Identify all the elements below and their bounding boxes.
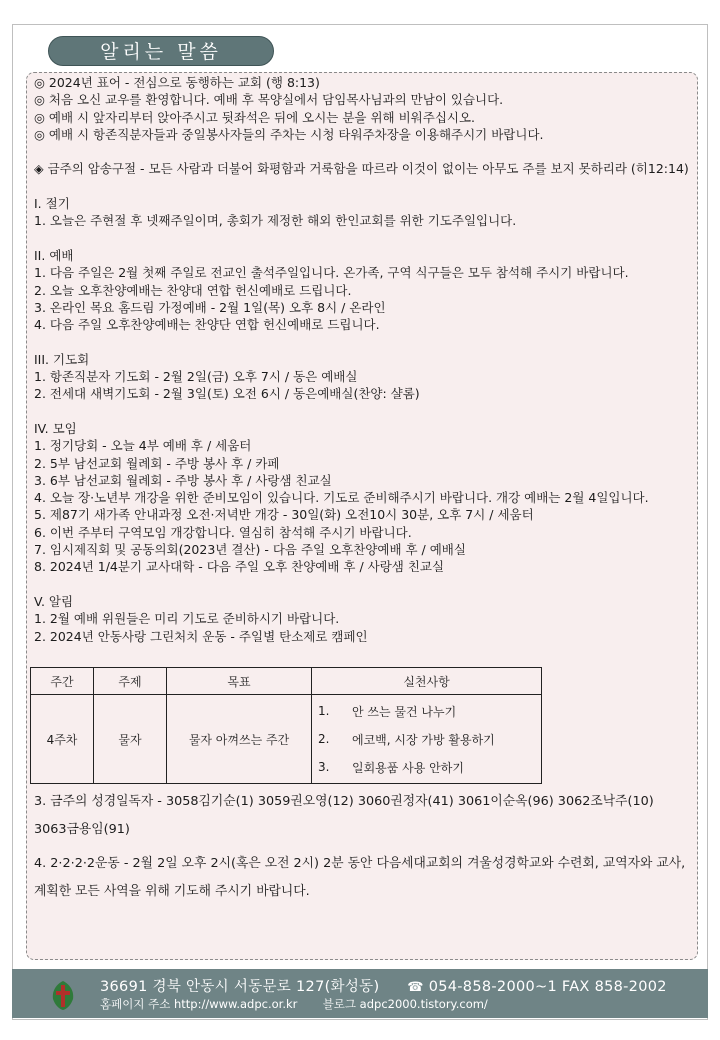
list-item: 1. 항존직분자 기도회 - 2월 2일(금) 오후 7시 / 동은 예배실 [34, 369, 358, 385]
page-title: 알리는 말씀 [48, 36, 274, 66]
list-item: 1. 오늘은 주현절 후 넷째주일이며, 총회가 제정한 해외 한인교회를 위한 기도주일입니다. [34, 213, 517, 229]
homepage-link[interactable]: 홈페이지 주소 http://www.adpc.or.kr [100, 997, 298, 1011]
footer [12, 969, 708, 1018]
post-table-notes [34, 788, 690, 912]
announcement-text [34, 74, 694, 645]
list-item: 1. 2월 예배 위원들은 미리 기도로 준비하시기 바랍니다. [34, 611, 340, 627]
church-logo-icon [50, 979, 76, 1011]
list-item: 2. 5부 남선교회 월례회 - 주방 봉사 후 / 카페 [34, 455, 280, 471]
action-item: 1. 안 쓰는 물건 나누기 [318, 704, 457, 719]
intro-line: ◎ 예배 시 항존직분자들과 중일봉사자들의 주차는 시청 타워주차장을 이용해주시기 바랍니다. [34, 126, 544, 142]
memory-verse: ◈ 금주의 암송구절 - 모든 사람과 더불어 화평함과 거룩함을 따르라 이것이 없이는 아무도 주를 보지 못하리라 (히12:14) [34, 161, 689, 177]
table-cell-week: 4주차 [31, 695, 94, 784]
phone-icon: ☎ [407, 980, 424, 995]
section-heading: II. 예배 [34, 247, 74, 263]
intro-line: ◎ 처음 오신 교우를 환영합니다. 예배 후 목양실에서 담임목사님과의 만남이 있습니다. [34, 92, 504, 108]
intro-line: ◎ 예배 시 앞자리부터 앉아주시고 뒷좌석은 뒤에 오시는 분을 위해 비워주십시오. [34, 109, 476, 125]
table-header: 주간 [31, 668, 94, 695]
action-item: 3. 일회용품 사용 안하기 [318, 760, 464, 775]
section-heading: III. 기도회 [34, 351, 90, 367]
bible-readers: 3. 금주의 성경일독자 - 3058김기순(1) 3059권오영(12) 3060권정자(41) 3061이순옥(96) 3062조낙주(10) 3063금용임(91) [34, 794, 654, 837]
section-heading: V. 알림 [34, 593, 74, 609]
list-item: 3. 6부 남선교회 월례회 - 주방 봉사 후 / 사랑샘 친교실 [34, 472, 332, 488]
list-item: 6. 이번 주부터 구역모임 개강합니다. 열심히 참석해 주시기 바랍니다. [34, 524, 412, 540]
list-item: 3. 온라인 목요 홈드림 가정예배 - 2월 1일(목) 오후 8시 / 온라인 [34, 299, 386, 315]
intro-line: ◎ 2024년 표어 - 전심으로 동행하는 교회 (행 8:13) [34, 75, 320, 90]
list-item: 4. 다음 주일 오후찬양예배는 찬양단 연합 헌신예배로 드립니다. [34, 317, 380, 333]
list-item: 1. 다음 주일은 2월 첫째 주일로 전교인 출석주일입니다. 온가족, 구역 식구들은 모두 참석해 주시기 바랍니다. [34, 265, 629, 281]
address: 36691 경북 안동시 서동문로 127(화성동) [100, 979, 380, 995]
campaign-table [30, 667, 542, 784]
table-cell-actions [312, 695, 542, 784]
list-item: 8. 2024년 1/4분기 교사대학 - 다음 주일 오후 찬양예배 후 / 사랑샘 친교실 [34, 559, 445, 575]
phone: 054-858-2000~1 FAX 858-2002 [428, 979, 667, 995]
section-heading: IV. 모임 [34, 420, 77, 436]
list-item: 5. 제87기 새가족 안내과정 오전·저녁반 개강 - 30일(화) 오전10시 30분, 오후 7시 / 세움터 [34, 507, 534, 523]
list-item: 2. 전세대 새벽기도회 - 2월 3일(토) 오전 6시 / 동은예배실(찬양: 샬롬) [34, 386, 420, 402]
table-header: 목표 [167, 668, 312, 695]
list-item: 2. 2024년 안동사랑 그린처치 운동 - 주일별 탄소제로 캠페인 [34, 628, 368, 644]
list-item: 4. 오늘 장·노년부 개강을 위한 준비모임이 있습니다. 기도로 준비해주시기 바랍니다. 개강 예배는 2월 4일입니다. [34, 490, 649, 506]
table-header: 주제 [94, 668, 167, 695]
footer-links-line [100, 996, 488, 1012]
list-item: 7. 임시제직회 및 공동의회(2023년 결산) - 다음 주일 오후찬양예배 후 / 예배실 [34, 542, 466, 558]
table-header: 실천사항 [312, 668, 542, 695]
blog-link[interactable]: 블로그 adpc2000.tistory.com/ [322, 997, 488, 1011]
table-cell-theme: 물자 [94, 695, 167, 784]
prayer-campaign: 4. 2·2·2·2운동 - 2월 2일 오후 2시(혹은 오전 2시) 2분 동안 다음세대교회의 겨울성경학교와 수련회, 교역자와 교사, 계획한 모든 사역을 위해 기도해 주시기 바랍니다. [34, 856, 686, 899]
section-heading: I. 절기 [34, 196, 70, 212]
footer-address-line [100, 975, 667, 996]
action-item: 2. 에코백, 시장 가방 활용하기 [318, 732, 495, 747]
list-item: 2. 오늘 오후찬양예배는 찬양대 연합 헌신예배로 드립니다. [34, 282, 352, 298]
table-cell-goal: 물자 아껴쓰는 주간 [167, 695, 312, 784]
list-item: 1. 정기당회 - 오늘 4부 예배 후 / 세움터 [34, 438, 252, 454]
